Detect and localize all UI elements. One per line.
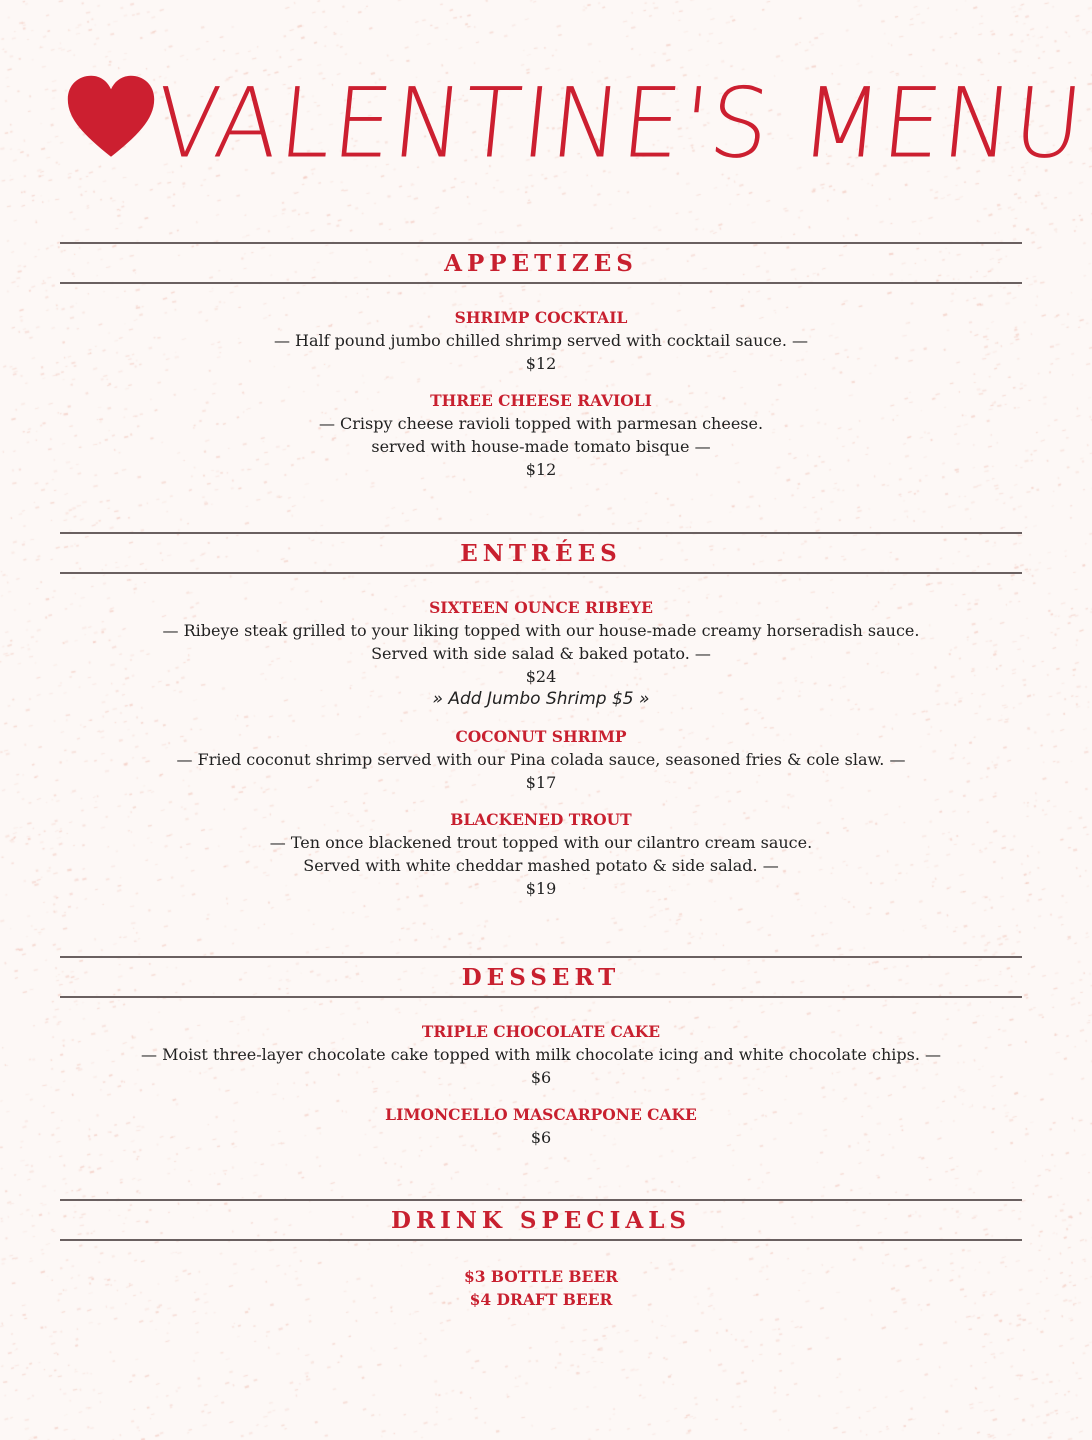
item-description: served with house-made tomato bisque — [371,437,711,456]
item-name: SHRIMP COCKTAIL [454,308,628,327]
section-items [60,306,1022,481]
menu-item [60,808,1022,900]
item-price: $24 [525,667,557,686]
item-price: $6 [530,1128,552,1147]
item-description: Served with side salad & baked potato. — [371,644,711,663]
item-description: — Ten once blackened trout topped with our cilantro cream sauce. [269,833,813,852]
section-items [60,1020,1022,1149]
section-title: APPETIZES [444,249,638,277]
menu-item [60,306,1022,375]
menu-item [60,389,1022,481]
item-price: $6 [530,1068,552,1087]
item-name: THREE CHEESE RAVIOLI [430,391,652,410]
menu-header [66,62,1089,182]
section-title: DRINK SPECIALS [391,1206,691,1234]
menu-item [60,596,1022,711]
item-description: — Crispy cheese ravioli topped with parmesan cheese. [318,414,764,433]
section-drink-specials [60,1199,1022,1311]
item-name: SIXTEEN OUNCE RIBEYE [429,598,653,617]
section-appetizers [60,242,1022,481]
menu-item [60,1020,1022,1089]
section-dessert [60,956,1022,1149]
section-title: ENTRÉES [460,539,622,567]
drink-special: $3 BOTTLE BEER [463,1267,619,1286]
item-name: BLACKENED TROUT [450,810,632,829]
section-items [60,1265,1022,1311]
item-description: — Ribeye steak grilled to your liking topped with our house-made creamy horseradish sauce. [162,621,920,640]
drink-special: $4 DRAFT BEER [469,1290,613,1309]
section-title: DESSERT [461,963,621,991]
item-name: TRIPLE CHOCOLATE CAKE [421,1022,661,1041]
item-description: — Moist three-layer chocolate cake topped with milk chocolate icing and white chocolate chips. — [141,1045,941,1064]
section-header [60,956,1022,998]
item-description: — Fried coconut shrimp served with our Pina colada sauce, seasoned fries & cole slaw. — [176,750,906,769]
section-header [60,242,1022,284]
item-description: Served with white cheddar mashed potato & side salad. — [303,856,779,875]
section-header [60,532,1022,574]
item-addon: » Add Jumbo Shrimp $5 » [432,689,650,709]
section-entrees [60,532,1022,900]
item-price: $19 [525,879,557,898]
item-name: COCONUT SHRIMP [455,727,627,746]
heart-icon [66,74,156,164]
item-description: — Half pound jumbo chilled shrimp served with cocktail sauce. — [273,331,809,350]
item-name: LIMONCELLO MASCARPONE CAKE [385,1105,697,1124]
section-header [60,1199,1022,1241]
menu-item [60,725,1022,794]
item-price: $12 [525,354,557,373]
menu-title: VALENTINE'S MENU [150,67,1089,180]
menu-item [60,1103,1022,1149]
item-price: $12 [525,460,557,479]
section-items [60,596,1022,900]
item-price: $17 [525,773,557,792]
